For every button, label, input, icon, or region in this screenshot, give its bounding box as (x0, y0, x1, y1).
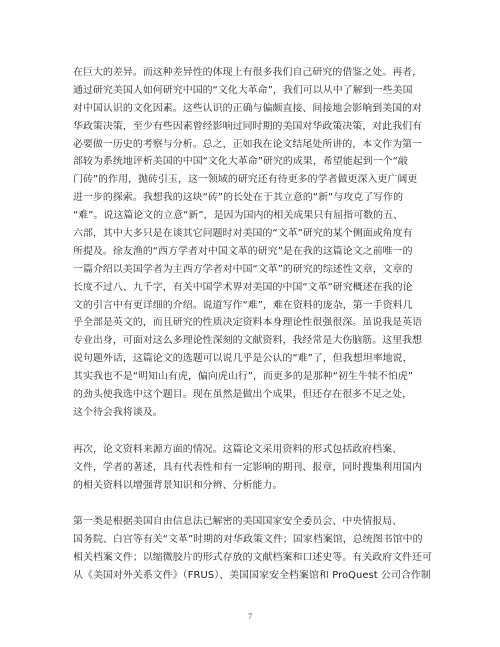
text-line: 的相关资料以增强背景知识和分辨、分析能力。 (73, 479, 283, 491)
text-line: 的劲头使我选中这个题目。现在虽然是做出个成果，但还存在很多不足之处， (73, 389, 413, 401)
text-line: 在巨大的差异。而这种差异性的体现上有很多我们自己研究的借鉴之处。再者， (73, 67, 423, 78)
text-line: 对中国认识的文化因素。这些认识的正确与偏颇直接、间接地会影响到美国的对 (73, 102, 423, 114)
text-line: 所提及。徐友渔的“西方学者对中国文革的研究”是在我的这篇论文之前唯一的 (73, 245, 413, 257)
text-line: 其实我也不是“明知山有虎，偏向虎山行”，而更多的是那种“初生牛犊不怕虎” (73, 371, 414, 383)
text-line: 长度不过八、九千字，有关中国学术界对美国的中国“文革”研究概述在我的论 (73, 281, 413, 293)
text-line: 说句题外话，这篇论文的选题可以说几乎是公认的“难”了，但我想坦率地说， (73, 353, 413, 365)
page-number: 7 (248, 612, 252, 621)
text-line: 专业出身，可面对这么多理论性深刻的文献资料，我经常是大伤脑筋。这里我想 (73, 335, 423, 347)
paragraph (73, 513, 437, 585)
text-line: 这个待会我将谈及。 (73, 406, 163, 418)
text-line: 通过研究美国人如何研究中国的“文化大革命”，我们可以从中了解到一些美国 (73, 84, 413, 96)
body-text (73, 64, 437, 585)
paragraph-gap (73, 494, 437, 513)
text-line: 门砖”的作用，抛砖引玉，这一领域的研究还有待更多的学者做更深入更广阔更 (73, 174, 418, 186)
text-line: 一篇介绍以美国学者为主西方学者对中国“文革”的研究的综述性文章，文章的 (73, 263, 413, 275)
text-line: 文件，学者的著述，具有代表性和有一定影响的期刊、报章，同时搜集利用国内 (73, 461, 423, 473)
text-line: 文的引言中有更详细的介绍。说道写作“难”，难在资料的庞杂，第一手资料几 (73, 299, 413, 311)
text-line: 第一类是根据美国自由信息法已解密的美国国家安全委员会、中央情报局、 (73, 516, 403, 528)
paragraph (73, 64, 437, 422)
text-line: 国务院、白宫等有关“文革”时期的对华政策文件；国家档案馆，总统图书馆中的 (73, 534, 423, 546)
text-line: 从《美国对外关系文件》（FRUS）、美国国家安全档案馆和 ProQuest 公司合作制 (73, 570, 431, 582)
text-line: 乎全部是英文的，而且研究的性质决定资料本身理论性很强很深。虽说我是英语 (73, 317, 423, 329)
text-line: 相关档案文件；以缩微胶片的形式存放的文献档案和口述史等。有关政府文件还可 (73, 552, 433, 564)
text-line: “难”。说这篇论文的立意“新”，是因为国内的相关成果只有屈指可数的五、 (73, 210, 404, 222)
text-line: 六部，其中大多只是在谈其它问题时对美国的“文革”研究的某个侧面或角度有 (73, 228, 413, 240)
text-line: 进一步的探索。我想我的这块“砖”的长处在于其立意的“新”与攻克了写作的 (73, 192, 404, 204)
text-line: 华政策决策，至少有些因素曾经影响过同时期的美国对华政策决策，对此我们有 (73, 120, 423, 132)
paragraph-gap (73, 422, 437, 441)
paragraph (73, 441, 437, 495)
text-line: 再次，论文资料来源方面的情况。这篇论文采用资料的形式包括政府档案、 (73, 443, 403, 455)
text-line: 必要做一历史的考察与分析。总之，正如我在论文结尾处所讲的，本文作为第一 (73, 138, 423, 150)
text-line: 部较为系统地评析美国的中国“文化大革命”研究的成果，希望能起到一个“敲 (73, 156, 408, 168)
